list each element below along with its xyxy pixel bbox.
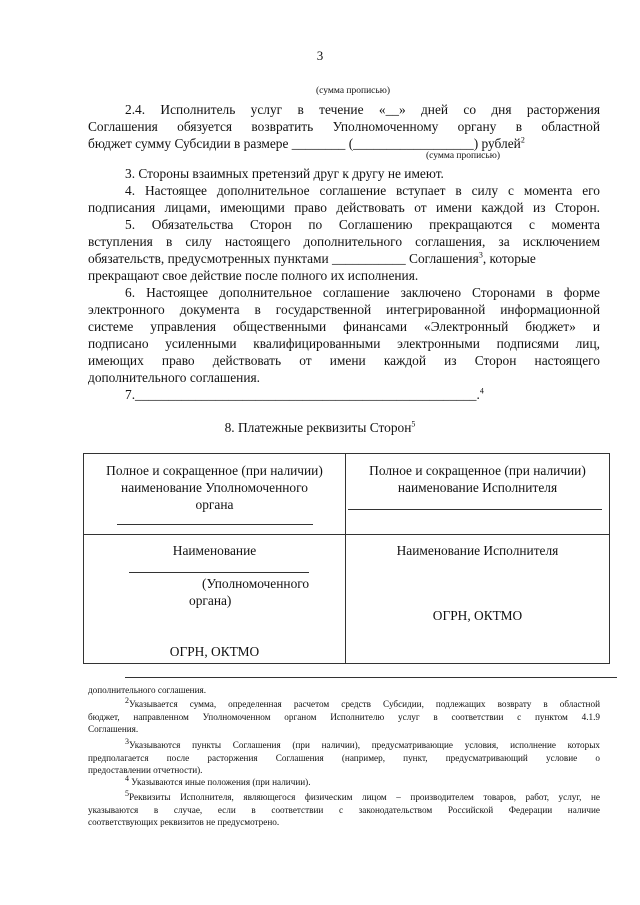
clause-7: [125, 386, 484, 403]
left-name-line2: (Уполномоченного: [202, 576, 310, 591]
amount-caption-top: (сумма прописью): [316, 86, 390, 96]
footnote-ref-5: 5: [411, 419, 416, 429]
clause-5-line3-b: , которые: [482, 251, 536, 266]
footnote-ref-2: 2: [520, 135, 525, 145]
footnote-5-marker: 5: [125, 788, 129, 798]
footnote-ref-4: 4: [479, 386, 484, 396]
clause-6-line6: дополнительного соглашения.: [88, 370, 261, 385]
left-header-underline: [117, 524, 313, 525]
footnote-4-text: Указываются иные положения (при наличии).: [129, 777, 311, 787]
right-header-line1: Полное и сокращенное (при наличии): [369, 463, 586, 478]
footnote-3-line1: [88, 736, 600, 752]
left-name-line3: органа): [189, 593, 232, 608]
right-name-label: Наименование Исполнителя: [396, 543, 559, 558]
clause-6-line3: системе управления общественными финансами «Электронный бюджет» и: [88, 319, 600, 334]
footnote-2-marker: 2: [125, 695, 129, 705]
left-header-cell: [84, 462, 345, 513]
footnote-2: [88, 695, 600, 736]
section-8-title: [0, 419, 640, 436]
left-header-line3: органа: [195, 497, 234, 512]
footnote-3-marker: 3: [125, 736, 129, 746]
left-name-label: Наименование: [172, 543, 257, 558]
footnote-ref-3: 3: [478, 250, 483, 260]
footnote-3: [88, 736, 600, 777]
footnote-2-line2: бюджет, направленном Уполномоченном органом Исполнителю услуг в соответствии с пунктом 4.1.9: [88, 711, 600, 722]
clause-6-line5: имеющих право действовать от имени каждой из Сторон настоящего: [88, 353, 600, 368]
footnote-5-line3: соответствующих реквизитов не предусмотрено.: [88, 817, 280, 827]
footnote-4: [125, 773, 311, 789]
clause-2-4-line1: 2.4. Исполнитель услуг в течение «__» дней со дня расторжения: [125, 102, 600, 117]
clause-5-line3: [88, 250, 600, 267]
clause-7-text: 7.___________________________________________________.: [125, 387, 480, 402]
clause-4-line1: 4. Настоящее дополнительное соглашение вступает в силу с момента его: [125, 183, 600, 198]
table-divider-horizontal: [84, 534, 609, 535]
clause-5-line1: 5. Обязательства Сторон по Соглашению прекращаются с момента: [125, 217, 600, 232]
section-8-title-text: 8. Платежные реквизиты Сторон: [224, 420, 412, 435]
footnote-5: [88, 788, 600, 829]
footnote-3-line3: предоставлении отчетности).: [88, 765, 203, 775]
footnote-5-line1-text: Реквизиты Исполнителя, являющегося физическим лицом – производителем товаров, работ, услуг, не: [129, 792, 600, 802]
footnote-4-marker: 4: [125, 773, 129, 783]
footnote-1-continuation: дополнительного соглашения.: [88, 685, 207, 695]
right-header-underline: [348, 509, 602, 510]
clause-5-line4: прекращают свое действие после полного их исполнения.: [88, 268, 419, 283]
footnote-2-line3: Соглашения.: [88, 724, 139, 734]
footnote-separator: [125, 677, 617, 678]
clause-2-4-line3-a: бюджет сумму Субсидии в размере ________ (: [88, 136, 354, 151]
clause-2-4-line2: Соглашения обязуется возвратить Уполномоченному органу в областной: [88, 119, 600, 134]
clause-2-4-line3-b: __________________) рублей: [353, 136, 521, 151]
clause-6-line1: 6. Настоящее дополнительное соглашение заключено Сторонами в форме: [125, 285, 600, 300]
footnote-5-line2: указываются в случае, если в соответствии с законодательством Российской Федерации наличие: [88, 804, 600, 815]
left-header-line1: Полное и сокращенное (при наличии): [106, 463, 323, 478]
amount-caption-2-4: (сумма прописью): [426, 151, 500, 161]
clause-3: 3. Стороны взаимных претензий друг к другу не имеют.: [125, 166, 444, 181]
clause-5-line3-a: обязательств, предусмотренных пунктами ___________ Соглашения: [88, 251, 479, 266]
footnote-3-line2: предполагается после расторжения Соглашения (например, пункт, предусматривающий условие о: [88, 752, 600, 763]
right-codes: ОГРН, ОКТМО: [432, 608, 523, 623]
left-name-underline: [129, 572, 309, 573]
clause-4-line2: подписания лицами, имеющими право действовать от имени каждой из Сторон.: [88, 200, 600, 215]
clause-5-line2: вступления в силу настоящего дополнительного соглашения, за исключением: [88, 234, 600, 249]
payment-details-table: [83, 453, 610, 664]
footnote-5-line1: [88, 788, 600, 804]
right-header-line2: наименование Исполнителя: [397, 480, 558, 495]
left-header-line2: наименование Уполномоченного: [121, 480, 308, 495]
left-codes: ОГРН, ОКТМО: [169, 644, 260, 659]
clause-6-line2: электронного документа в государственной интегрированной информационной: [88, 302, 600, 317]
footnote-2-line1: [88, 695, 600, 711]
right-header-cell: [346, 462, 609, 496]
clause-6-line4: подписано усиленными квалифицированными электронными подписями лиц,: [88, 336, 600, 351]
page-number: 3: [316, 48, 324, 63]
footnote-3-line1-text: Указываются пункты Соглашения (при наличии), предусматривающие условия, исполнение которых: [129, 740, 600, 750]
clause-2-4-line3: [88, 135, 525, 152]
footnote-2-line1-text: Указывается сумма, определенная расчетом средств Субсидии, подлежащих возврату в областной: [129, 699, 600, 709]
